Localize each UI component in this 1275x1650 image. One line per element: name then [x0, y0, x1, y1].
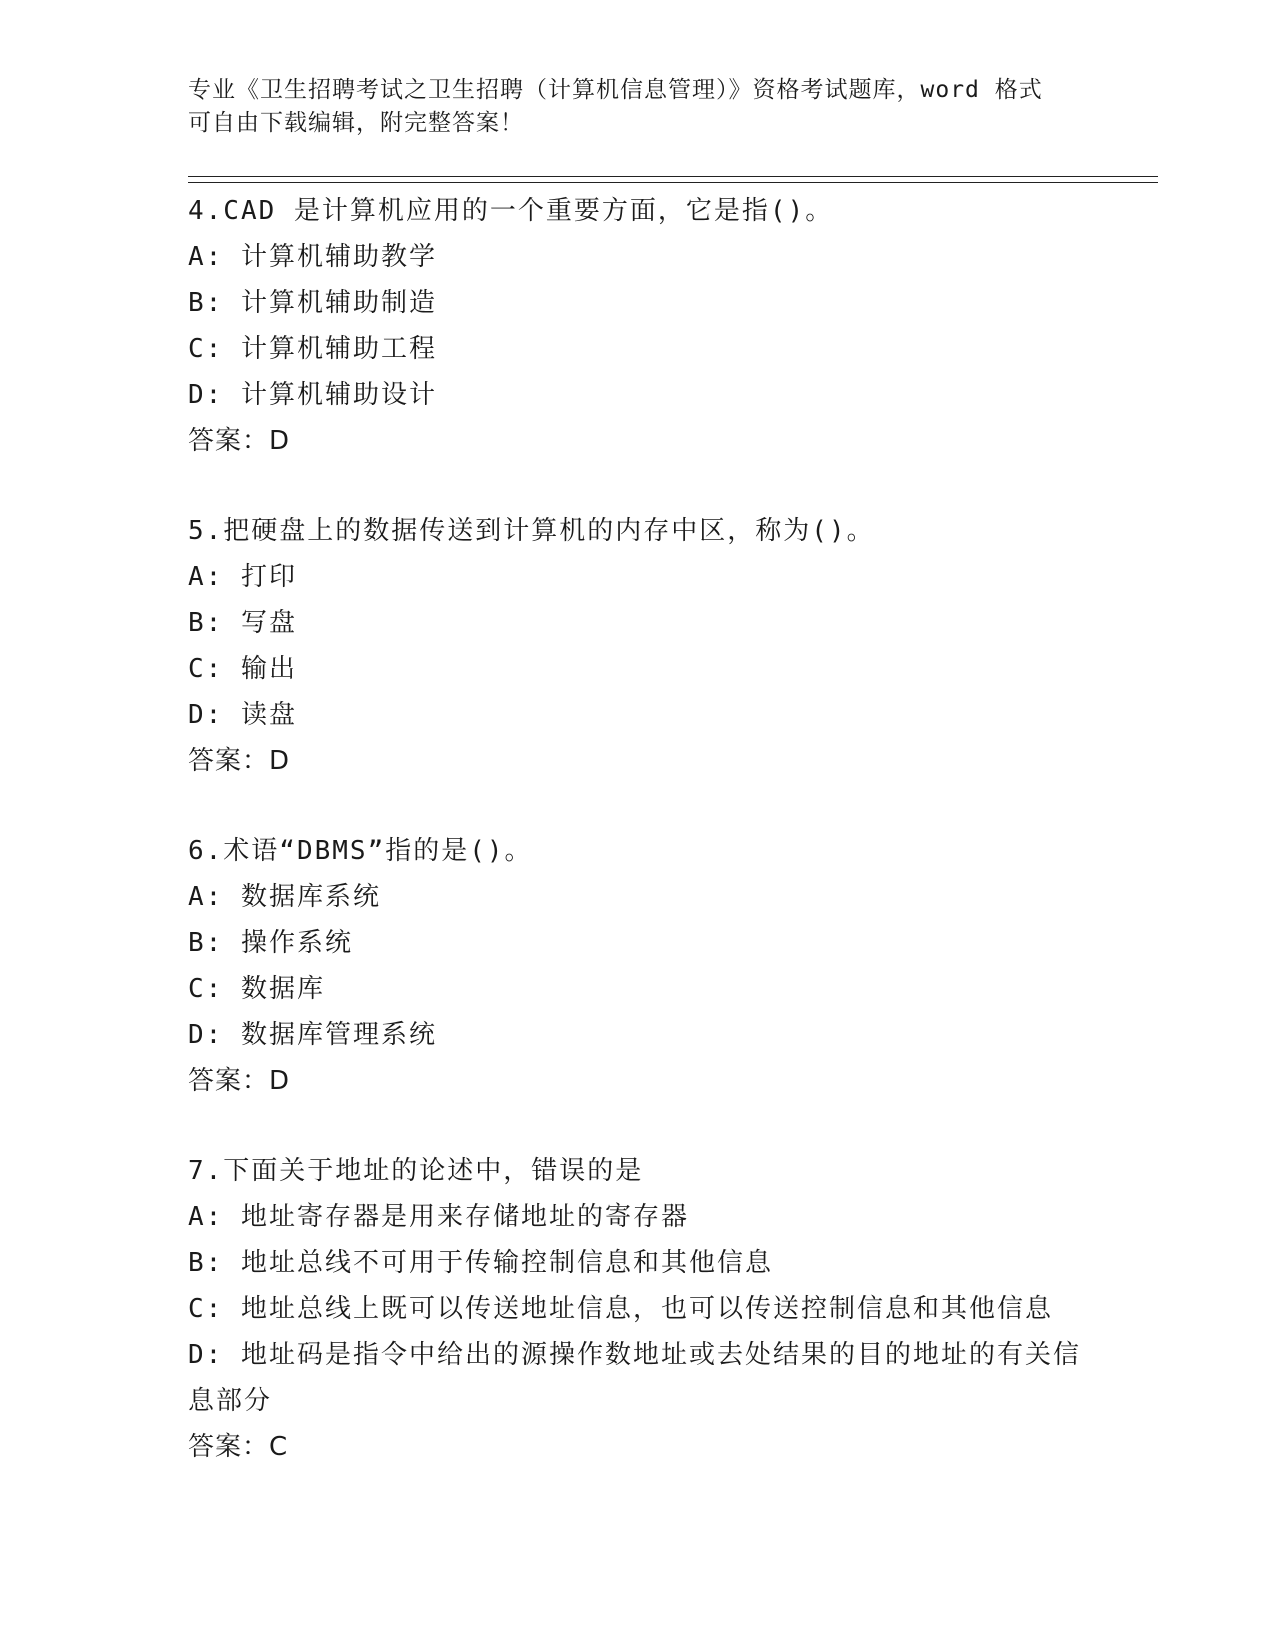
question-title: 5.把硬盘上的数据传送到计算机的内存中区，称为()。 — [188, 516, 875, 546]
question-7 — [188, 1148, 1088, 1470]
answer: 答案：D — [188, 746, 291, 776]
answer: 答案：C — [188, 1432, 289, 1462]
question-4 — [188, 188, 1088, 464]
option-c: C: 地址总线上既可以传送地址信息，也可以传送控制信息和其他信息 — [188, 1294, 1053, 1324]
option-a: A: 地址寄存器是用来存储地址的寄存器 — [188, 1202, 689, 1232]
option-b: B: 地址总线不可用于传输控制信息和其他信息 — [188, 1248, 773, 1278]
option-c: C: 计算机辅助工程 — [188, 334, 437, 364]
question-6 — [188, 828, 1088, 1104]
option-d: D: 数据库管理系统 — [188, 1020, 437, 1050]
option-d: D: 计算机辅助设计 — [188, 380, 437, 410]
option-b: B: 计算机辅助制造 — [188, 288, 437, 318]
header-divider-bottom — [188, 182, 1158, 183]
question-title: 7.下面关于地址的论述中，错误的是 — [188, 1156, 644, 1186]
option-c: C: 输出 — [188, 654, 297, 684]
option-a: A: 打印 — [188, 562, 297, 592]
option-d: D: 地址码是指令中给出的源操作数地址或去处结果的目的地址的有关信息部分 — [188, 1340, 1081, 1416]
option-a: A: 数据库系统 — [188, 882, 381, 912]
header-line-2: 可自由下载编辑，附完整答案！ — [188, 110, 524, 136]
header-line-1: 专业《卫生招聘考试之卫生招聘（计算机信息管理）》资格考试题库，word 格式 — [188, 77, 1043, 103]
answer: 答案：D — [188, 426, 291, 456]
document-header — [188, 74, 1088, 140]
question-5 — [188, 508, 1088, 784]
option-b: B: 写盘 — [188, 608, 297, 638]
option-b: B: 操作系统 — [188, 928, 353, 958]
option-c: C: 数据库 — [188, 974, 325, 1004]
option-a: A: 计算机辅助教学 — [188, 242, 437, 272]
option-d: D: 读盘 — [188, 700, 297, 730]
answer: 答案：D — [188, 1066, 291, 1096]
question-title: 6.术语“DBMS”指的是()。 — [188, 836, 533, 866]
header-divider-top — [188, 176, 1158, 177]
question-title: 4.CAD 是计算机应用的一个重要方面，它是指()。 — [188, 196, 834, 226]
